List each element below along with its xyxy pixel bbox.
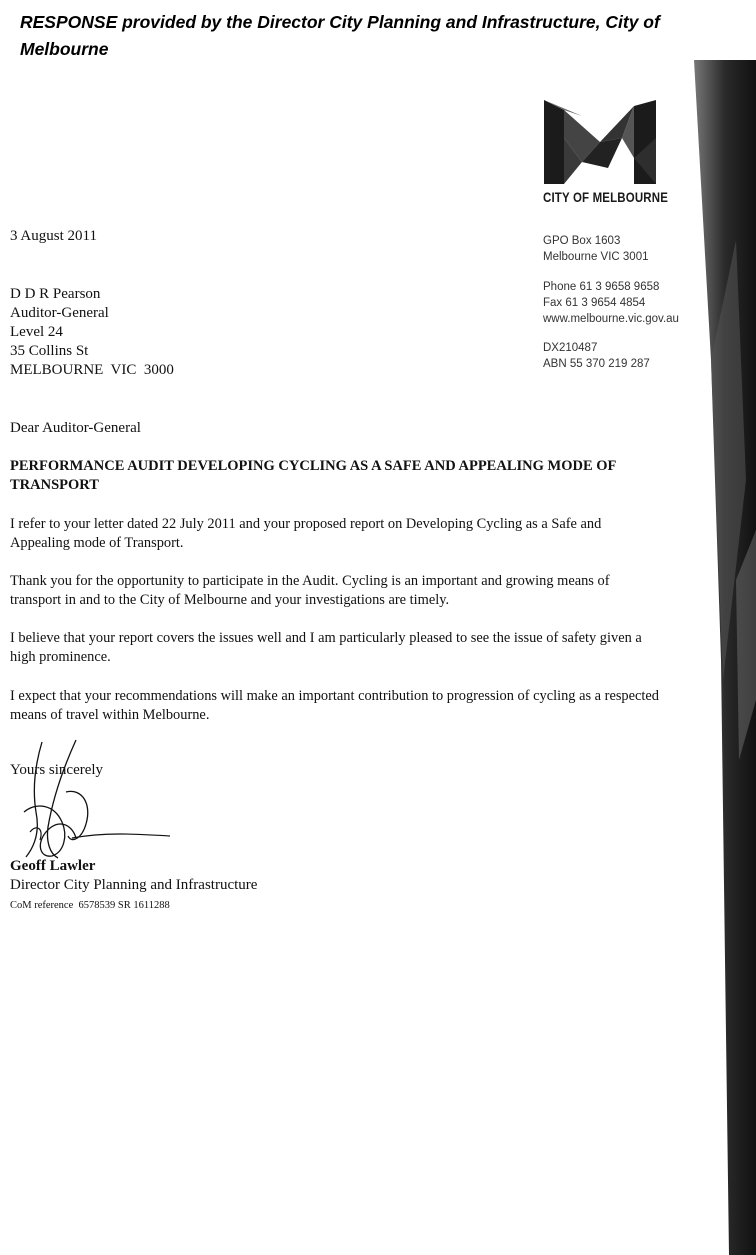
letter-date: 3 August 2011 — [10, 228, 97, 244]
recipient-address — [10, 285, 174, 380]
fax-number: Fax 61 3 9654 4854 — [543, 297, 646, 309]
salutation: Dear Auditor-General — [10, 420, 141, 436]
scan-edge-shadow — [691, 60, 756, 1255]
body-paragraph: Thank you for the opportunity to participate in the Audit. Cycling is an important and growing means of transport in and to the City of Melbourne and your investigations are timely. — [10, 573, 610, 608]
subject-line: PERFORMANCE AUDIT DEVELOPING CYCLING AS A SAFE AND APPEALING MODE OF TRANSPORT — [10, 458, 616, 493]
body-paragraph: I refer to your letter dated 22 July 2011 and your proposed report on Developing Cycling as a Safe and Appealing mode of Transport. — [10, 516, 602, 551]
contact-details — [543, 279, 679, 327]
recipient-line: MELBOURNE VIC 3000 — [10, 362, 174, 378]
identifiers — [543, 340, 650, 372]
closing: Yours sincerely — [10, 762, 104, 778]
abn-number: ABN 55 370 219 287 — [543, 358, 650, 370]
recipient-line: Level 24 — [10, 324, 63, 340]
signatory-title: Director City Planning and Infrastructure — [10, 877, 258, 893]
body-paragraph: I expect that your recommendations will make an important contribution to progression of cycling as a respected means of travel within Melbourne. — [10, 688, 659, 723]
recipient-line: Auditor-General — [10, 305, 109, 321]
signatory-name: Geoff Lawler — [10, 858, 96, 874]
page-heading: RESPONSE provided by the Director City Planning and Infrastructure, City of Melbourne — [20, 12, 660, 59]
reference-number: CoM reference 6578539 SR 1611288 — [10, 900, 170, 911]
phone-number: Phone 61 3 9658 9658 — [543, 281, 660, 293]
website: www.melbourne.vic.gov.au — [543, 313, 679, 325]
postal-line: Melbourne VIC 3001 — [543, 251, 649, 263]
brand-name: CITY OF MELBOURNE — [543, 189, 669, 205]
handwritten-signature-icon — [6, 732, 186, 872]
body-paragraph: I believe that your report covers the issues well and I am particularly pleased to see the issue of safety given a high prominence. — [10, 630, 642, 665]
city-of-melbourne-logo-icon — [542, 98, 658, 184]
postal-address — [543, 233, 648, 265]
recipient-line: 35 Collins St — [10, 343, 89, 359]
dx-number: DX210487 — [543, 342, 598, 354]
recipient-line: D D R Pearson — [10, 286, 101, 302]
postal-line: GPO Box 1603 — [543, 235, 621, 247]
